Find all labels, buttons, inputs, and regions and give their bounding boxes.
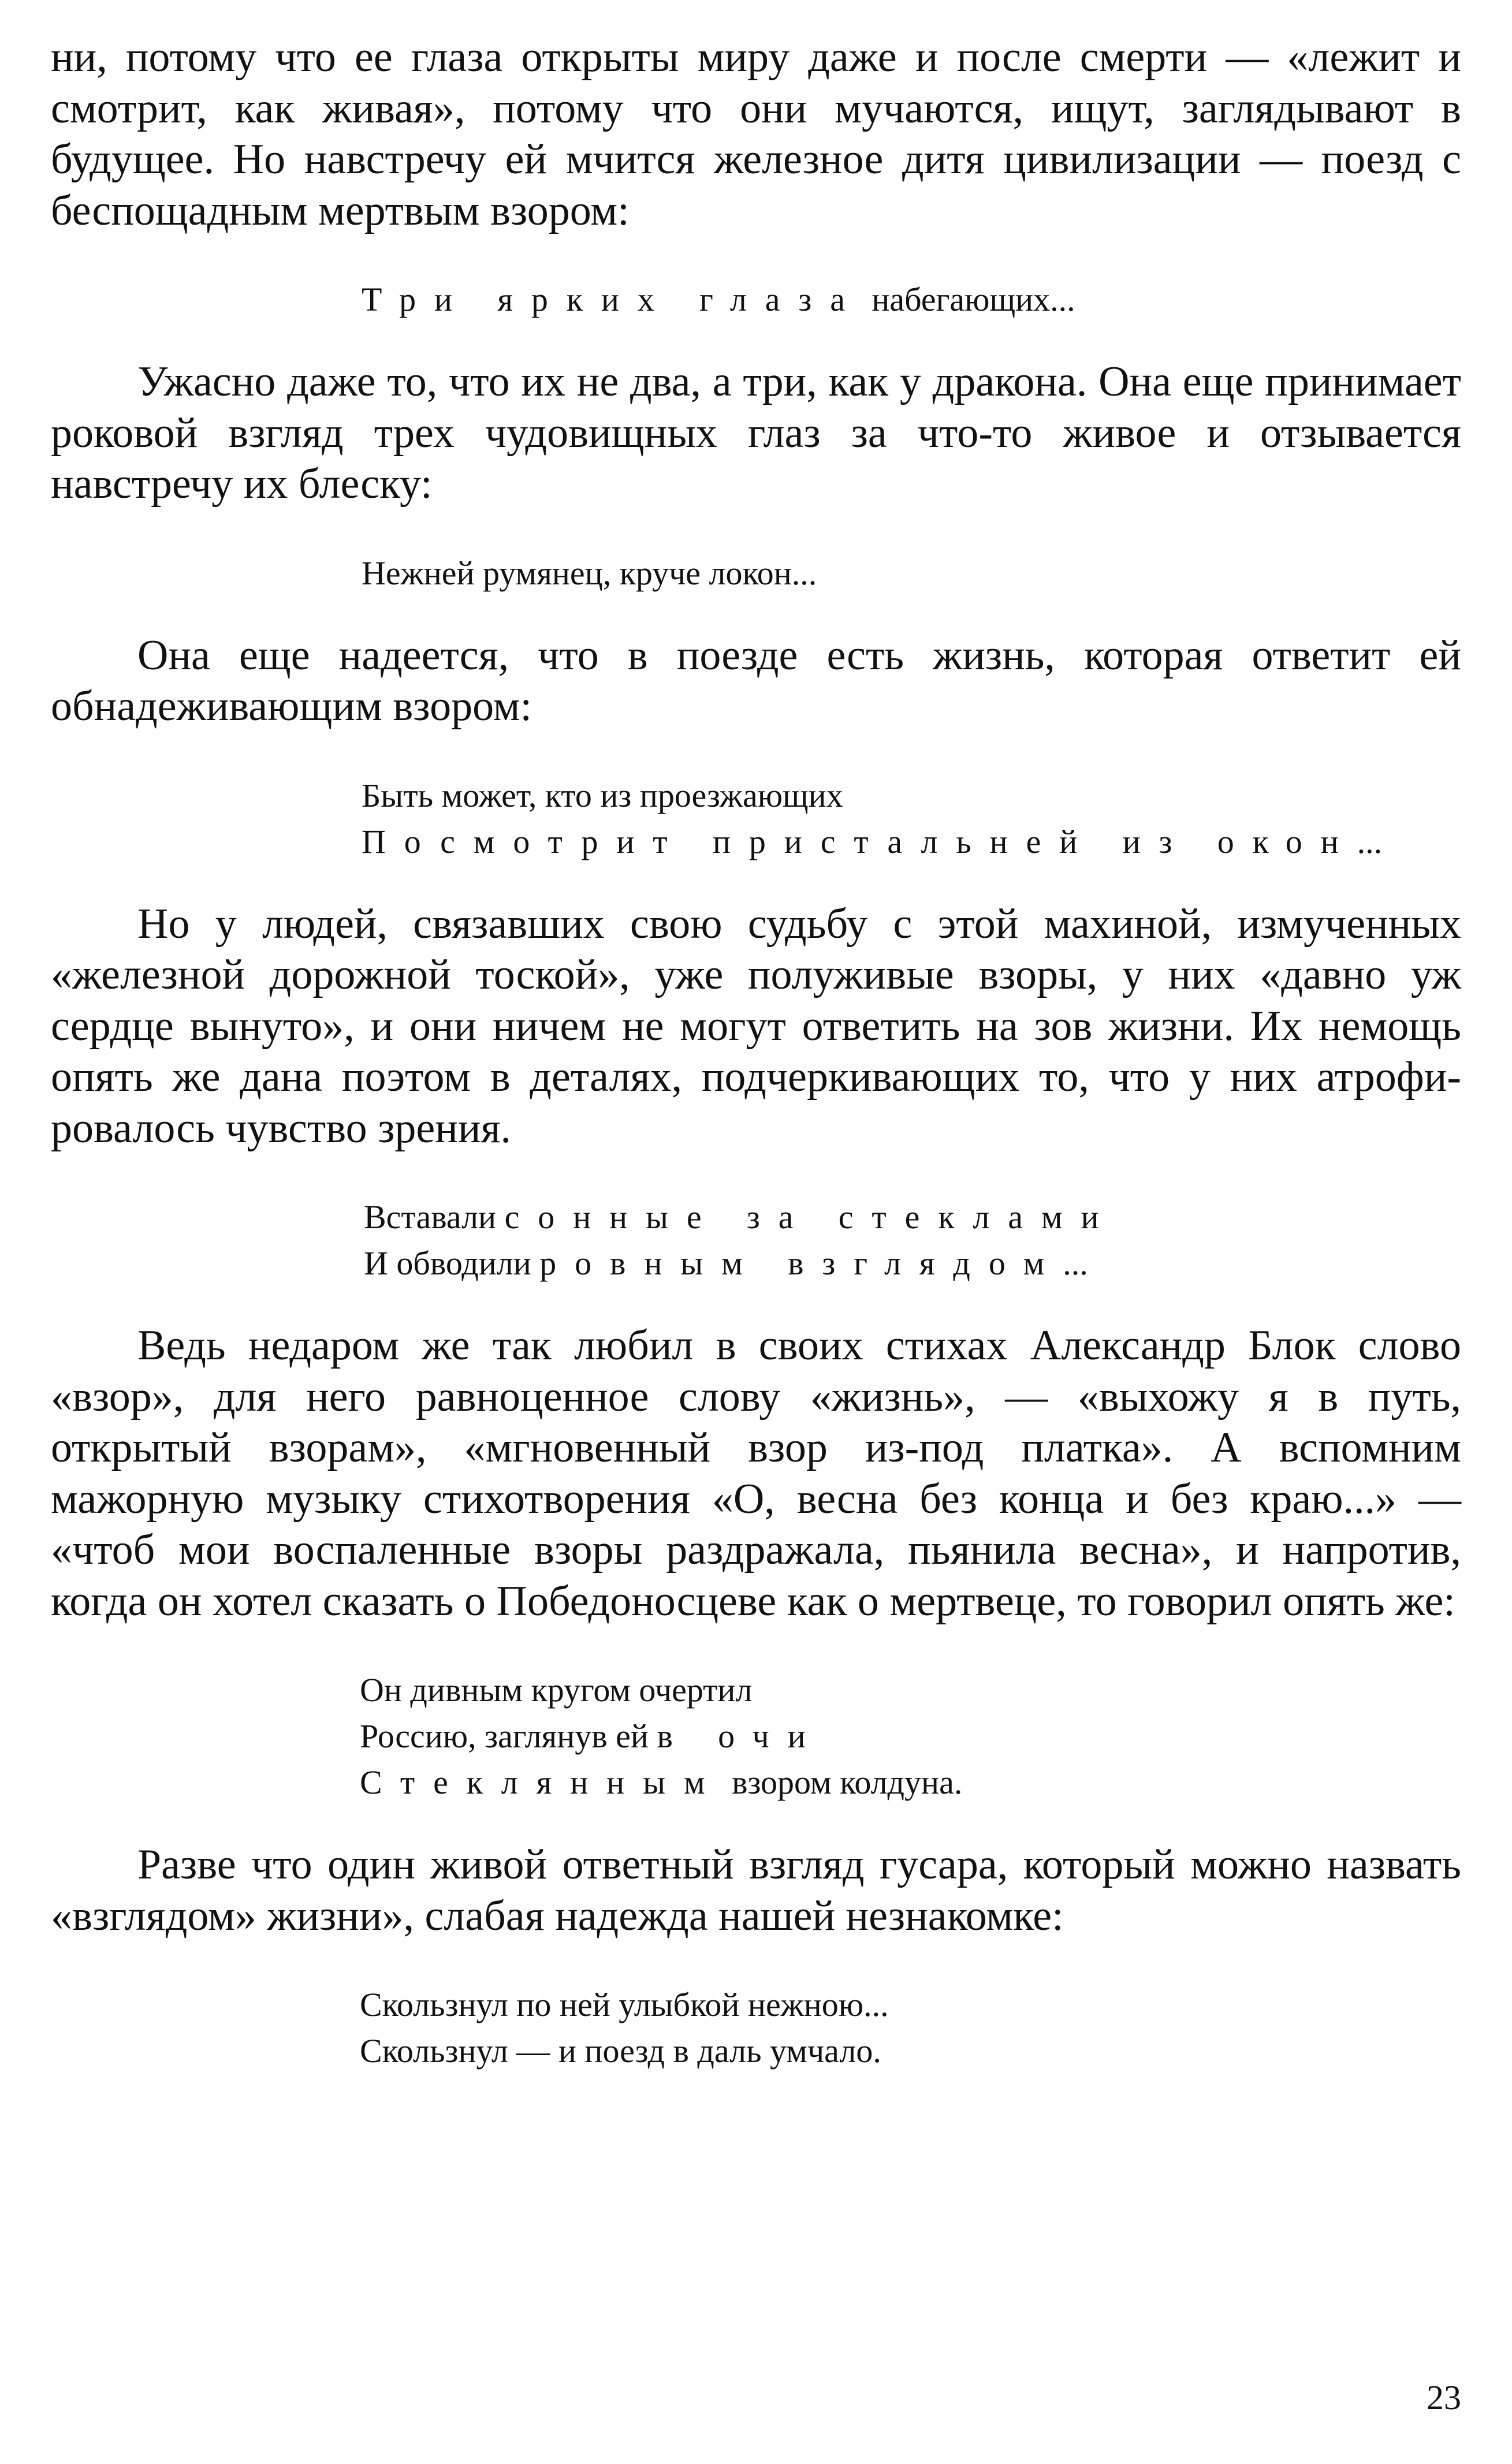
page-number: 23 (1427, 2379, 1461, 2417)
spaced-text: в очи (657, 1717, 824, 1755)
verse-line (364, 1194, 1461, 1240)
verse-line: Быть может, кто из проезжающих (362, 776, 843, 814)
verse-quote-6 (51, 1982, 1461, 2074)
verse-quote-3 (51, 773, 1461, 865)
paragraph-3: Она еще надеется, что в поезде есть жизнь, которая ответит ей обнадеживающим взором: (51, 631, 1461, 730)
verse-text: Россию, заглянув ей (360, 1717, 657, 1755)
spaced-text: сонные за стеклами (504, 1198, 1118, 1236)
verse-text: И обводили (364, 1244, 540, 1282)
verse-quote-4 (51, 1194, 1461, 1287)
verse-text: ... (1357, 822, 1383, 860)
verse-quote-2 (51, 550, 1461, 597)
verse-text: ... (1063, 1244, 1088, 1282)
verse-quote-5 (51, 1667, 1461, 1806)
verse-line (364, 1240, 1461, 1287)
verse-text: взором колдуна. (723, 1764, 963, 1801)
verse-line (360, 1760, 1461, 1806)
verse-text: набегающих... (863, 281, 1075, 318)
verse-line (360, 1713, 1461, 1760)
verse-text: Вставали (364, 1198, 505, 1236)
verse-line: Скользнул по ней улыбкой нежною... (360, 1986, 889, 2023)
verse-line (362, 819, 1461, 865)
verse-line (362, 277, 1461, 323)
paragraph-6: Разве что один живой ответный взгляд гусара, который можно назвать «взглядом» жизни», слабая надежда нашей незнакомке: (51, 1841, 1461, 1940)
paragraph-2: Ужасно даже то, что их не два, а три, как у дракона. Она еще принимает роковой взгляд трех чудовищных глаз за что-то живое и отзывается навстречу их блеску: (51, 358, 1461, 508)
verse-quote-1 (51, 277, 1461, 323)
spaced-text: Посмотрит пристальней из окон (362, 822, 1357, 860)
paragraph-1: ни, потому что ее глаза открыты миру даже и после смерти — «лежит и смотрит, как живая», потому что они мучаются, ищут, заглядывают в будущее. Но навстречу ей мчится железное дитя цивилизации — поезд с беспощадным мертвым взором: (51, 33, 1461, 234)
spaced-text: Стеклянным (360, 1764, 724, 1801)
verse-line: Скользнул — и поезд в даль умчало. (360, 2032, 881, 2070)
book-page (51, 32, 1461, 2074)
paragraph-5: Ведь недаром же так любил в своих стихах Александр Блок слово «взор», для него равноценное слову «жизнь», — «выхожу я в путь, открытый взорам», «мгновенный взор из-под платка». А вспомним мажорную музыку стихотворения «О, весна без конца и без краю...» — «чтоб мои воспаленные взоры раздражала, пьянила весна», и напротив, когда он хотел сказать о Победоносцеве как о мертвеце, то говорил опять же: (51, 1322, 1461, 1625)
verse-line: Нежней румянец, круче локон... (362, 554, 817, 592)
spaced-text: Три ярких глаза (362, 281, 863, 318)
paragraph-4: Но у людей, связавших свою судьбу с этой махиной, измученных «железной дорожной тоской», уже полуживые взоры, у них «давно уж сердце вынуто», и они ничем не могут ответить на зов жизни. Их немощь опять же дана поэтом в деталях, подчеркивающих то, что у них атрофировалось чувство зрения. (51, 900, 1461, 1152)
spaced-text: ровным взглядом (539, 1244, 1063, 1282)
verse-line: Он дивным кругом очертил (360, 1671, 753, 1709)
